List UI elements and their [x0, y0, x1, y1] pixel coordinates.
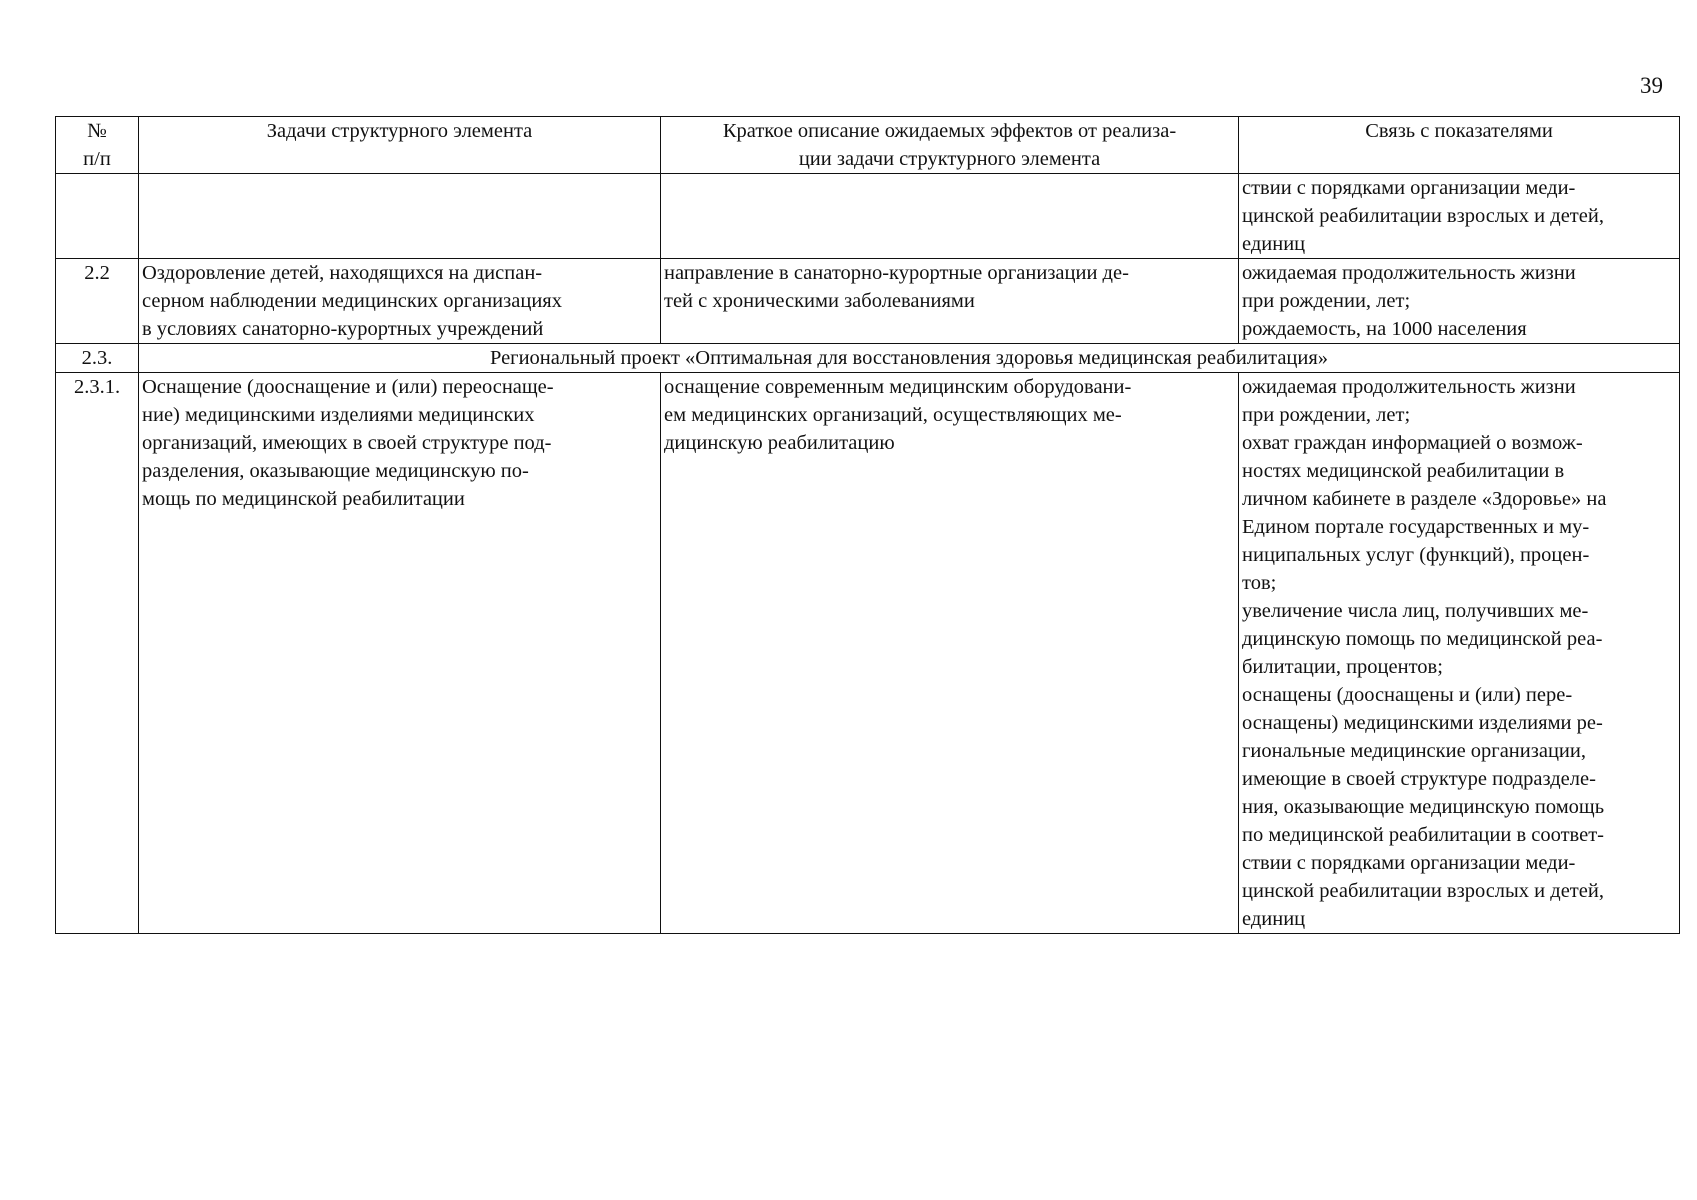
header-effects: Краткое описание ожидаемых эффектов от реализа- ции задачи структурного элемента	[661, 117, 1239, 174]
row-num: 2.2	[56, 259, 139, 344]
row-num: 2.3.1.	[56, 373, 139, 934]
section-title: Региональный проект «Оптимальная для восстановления здоровья медицинская реабилитация»	[139, 344, 1680, 373]
row-effect	[661, 174, 1239, 259]
row-indicators: ожидаемая продолжительность жизни при рождении, лет; охват граждан информацией о возмож- ностях медицинской реабилитации в личном кабинете в разделе «Здоровье» на Едином портале государственных и му- ниципальных услуг (функций), процен- тов; увеличение числа лиц, получивших ме- дицинскую помощь по медицинской реа- билитации, процентов; оснащены (дооснащены и (или) пере- оснащены) медицинскими изделиями ре- гиональные медицинские организации, имеющие в своей структуре подразделе- ния, оказывающие медицинскую помощь по медицинской реабилитации в соответ- ствии с порядками организации меди- цинской реабилитации взрослых и детей, единиц	[1239, 373, 1680, 934]
row-task	[139, 174, 661, 259]
row-num	[56, 174, 139, 259]
row-indicators: ствии с порядками организации меди- цинской реабилитации взрослых и детей, единиц	[1239, 174, 1680, 259]
row-effect: направление в санаторно-курортные организации де- тей с хроническими заболеваниями	[661, 259, 1239, 344]
table-row	[56, 174, 1680, 259]
header-num: № п/п	[56, 117, 139, 174]
row-task: Оздоровление детей, находящихся на диспан- серном наблюдении медицинских организациях в условиях санаторно-курортных учреждений	[139, 259, 661, 344]
section-row	[56, 344, 1680, 373]
header-tasks: Задачи структурного элемента	[139, 117, 661, 174]
table-row	[56, 373, 1680, 934]
table-header-row	[56, 117, 1680, 174]
page-number: 39	[1640, 73, 1663, 98]
row-task: Оснащение (дооснащение и (или) переоснаще- ние) медицинскими изделиями медицинских организаций, имеющих в своей структуре под- разделения, оказывающие медицинскую по- мощь по медицинской реабилитации	[139, 373, 661, 934]
row-indicators: ожидаемая продолжительность жизни при рождении, лет; рождаемость, на 1000 населения	[1239, 259, 1680, 344]
row-num: 2.3.	[56, 344, 139, 373]
row-effect: оснащение современным медицинским оборудовани- ем медицинских организаций, осуществляющих ме- дицинскую реабилитацию	[661, 373, 1239, 934]
tasks-table	[55, 116, 1680, 934]
header-indicators: Связь с показателями	[1239, 117, 1680, 174]
table-row	[56, 259, 1680, 344]
